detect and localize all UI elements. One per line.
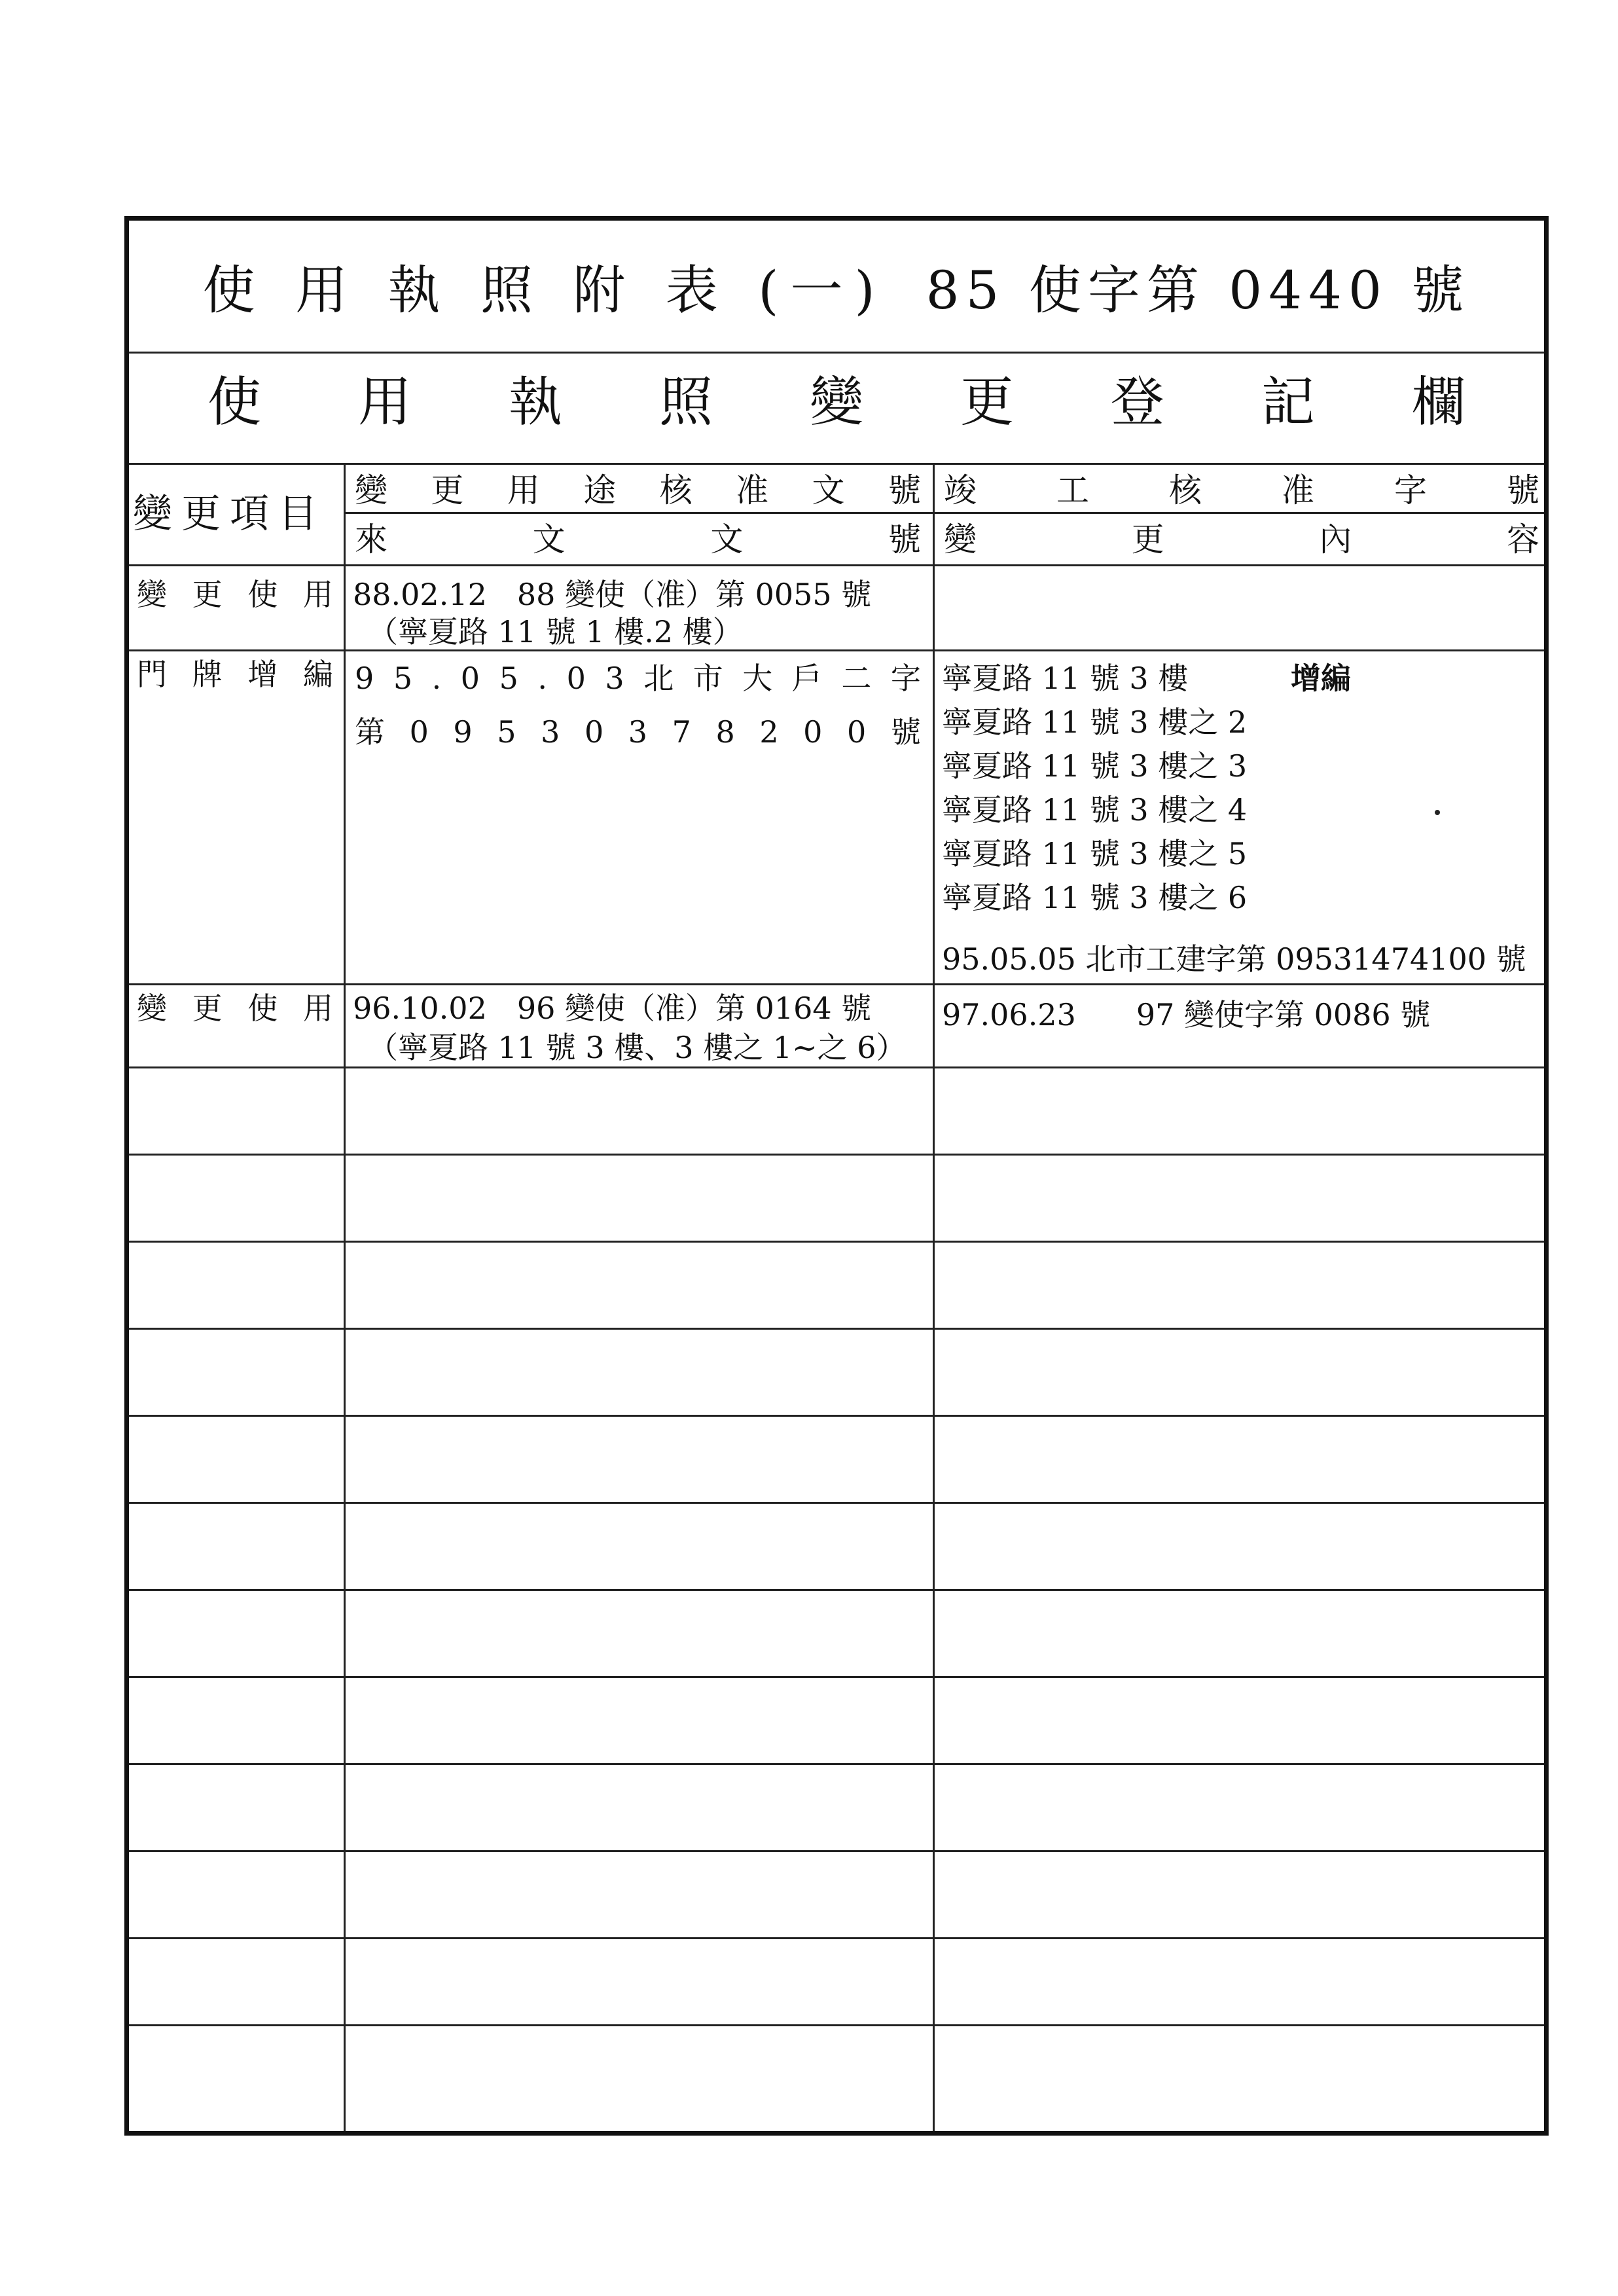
row-line xyxy=(129,1850,1544,1852)
row-line xyxy=(129,1502,1544,1504)
row3-approval-line1: 96.10.02 96 變使（准）第 0164 號 xyxy=(353,991,872,1026)
row-line xyxy=(129,649,1544,651)
divider xyxy=(129,352,1544,354)
title-main: 使 用 執 照 附 表 (一) xyxy=(202,260,887,321)
row3-approval-line2: （寧夏路 11 號 3 樓、3 樓之 1~之 6） xyxy=(368,1030,907,1065)
header-change-content: 變 更 內 容 xyxy=(944,520,1539,558)
header-bottom-line xyxy=(129,564,1544,566)
column-line xyxy=(933,463,935,2131)
document-title xyxy=(129,248,1544,323)
row2-completion-line5: 寧夏路 11 號 3 樓之 5 xyxy=(942,836,1248,871)
header-completion-no: 竣 工 核 准 字 號 xyxy=(944,471,1539,509)
row2-approval-line1: 9 5 . 0 5 . 0 3 北 市 大 戶 二 字 xyxy=(355,661,921,696)
row-line xyxy=(129,1241,1544,1243)
permit-number: 85 使字第 0440 號 xyxy=(926,260,1471,321)
row2-approval-line2: 第 0 9 5 3 0 3 7 8 2 0 0 號 xyxy=(355,714,921,750)
permit-table-frame xyxy=(124,216,1549,2136)
divider xyxy=(129,463,1544,465)
header-split-line xyxy=(345,512,1544,514)
header-change-item: 變更項目 xyxy=(133,491,327,537)
row-line xyxy=(129,983,1544,985)
row-line xyxy=(129,1154,1544,1156)
row-line xyxy=(129,1937,1544,1939)
speck xyxy=(1435,810,1440,815)
row2-completion-line2: 寧夏路 11 號 3 樓之 2 xyxy=(942,704,1248,740)
header-approval-no: 變 更 用 途 核 准 文 號 xyxy=(355,471,921,509)
row1-approval-line2: （寧夏路 11 號 1 樓.2 樓） xyxy=(368,614,743,649)
row-line xyxy=(129,1066,1544,1068)
header-incoming-doc-no: 來 文 文 號 xyxy=(355,520,921,558)
row2-completion-line1: 寧夏路 11 號 3 樓 xyxy=(942,661,1189,696)
row1-item: 變 更 使 用 xyxy=(137,577,333,612)
row2-completion-line4: 寧夏路 11 號 3 樓之 4 xyxy=(942,792,1248,828)
row-line xyxy=(129,1415,1544,1417)
row-line xyxy=(129,1328,1544,1330)
row2-completion-line7: 95.05.05 北市工建字第 09531474100 號 xyxy=(942,941,1526,977)
row1-approval-line1: 88.02.12 88 變使（准）第 0055 號 xyxy=(353,577,872,612)
row2-completion-line6: 寧夏路 11 號 3 樓之 6 xyxy=(942,880,1248,915)
row2-completion-note: 增編 xyxy=(1291,661,1351,696)
column-line xyxy=(344,463,346,2131)
row-line xyxy=(129,2024,1544,2026)
row-line xyxy=(129,1589,1544,1591)
row-line xyxy=(129,1763,1544,1765)
row3-completion-line1: 97.06.23 97 變使字第 0086 號 xyxy=(942,997,1431,1032)
section-title: 使 用 執 照 變 更 登 記 欄 xyxy=(207,371,1465,433)
row-line xyxy=(129,1676,1544,1678)
row3-item: 變 更 使 用 xyxy=(137,991,333,1026)
row2-completion-line3: 寧夏路 11 號 3 樓之 3 xyxy=(942,748,1248,784)
row2-item: 門 牌 增 編 xyxy=(137,657,333,692)
